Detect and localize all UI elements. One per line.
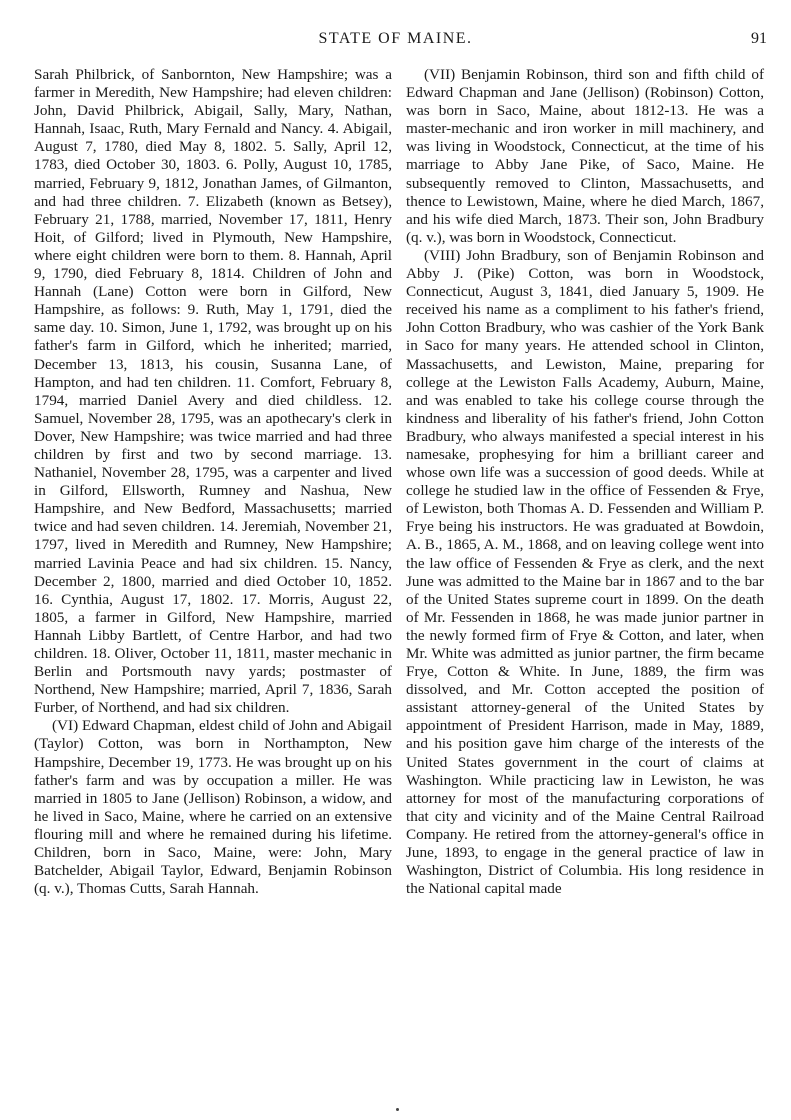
page-number: 91 bbox=[751, 30, 767, 47]
paragraph-edward-chapman: (VI) Edward Chapman, eldest child of John and Abigail (Taylor) Cotton, was born in Northampton, New Hampshire, December 19, 1773. He was brought up on his father's farm and was by occupation a miller. He was married in 1805 to Jane (Jellison) Robinson, a widow, and he lived in Saco, Maine, where he carried on an extensive flouring mill and where he remained during his lifetime. Children, born in Saco, Maine, were: John, Mary Batchelder, Abigail Taylor, Edward, Benjamin Robinson (q. v.), Thomas Cutts, Sarah Hannah. bbox=[34, 717, 392, 898]
page-header bbox=[0, 30, 791, 56]
running-title: STATE OF MAINE. bbox=[318, 30, 473, 47]
footer-dot bbox=[396, 1108, 399, 1111]
text-columns bbox=[34, 66, 764, 1106]
paragraph-continued: Sarah Philbrick, of Sanbornton, New Hampshire; was a farmer in Meredith, New Hampshire; had eleven children: John, David Philbrick, Abigail, Sally, Mary, Nathan, Hannah, Isaac, Ruth, Mary Fernald and Nancy. 4. Abigail, August 7, 1780, died May 8, 1802. 5. Sally, April 12, 1783, died October 30, 1803. 6. Polly, August 10, 1785, married, February 9, 1812, Jonathan James, of Gilmanton, and had three children. 7. Elizabeth (known as Betsey), February 21, 1788, married, November 17, 1811, Henry Hoit, of Gilford; lived in Plymouth, New Hampshire, where eight children were born to them. 8. Hannah, April 9, 1790, died February 8, 1814. Children of John and Hannah (Lane) Cotton were born in Gilford, New Hampshire, as follows: 9. Ruth, May 1, 1791, died the same day. 10. Simon, June 1, 1792, was brought up on his father's farm in Gilford, which he inherited; married, December 13, 1813, his cousin, Susanna Lane, of Hampton, and had ten children. 11. Comfort, February 8, 1794, married Daniel Avery and died childless. 12. Samuel, November 28, 1795, was an apothecary's clerk in Dover, New Hampshire; was twice married and had three children by first and two by second marriage. 13. Nathaniel, November 28, 1795, was a carpenter and lived in Gilford, Ellsworth, Rumney and Nashua, New Hampshire, and New Bedford, Massachusetts; married twice and had seven children. 14. Jeremiah, November 21, 1797, lived in Meredith and Rumney, New Hampshire; married Lavinia Peace and had six children. 15. Nancy, December 2, 1800, married and died October 10, 1852. 16. Cynthia, August 17, 1802. 17. Morris, August 22, 1805, a farmer in Gilford, New Hampshire, married Hannah Libby Bartlett, of Centre Harbor, and had two children. 18. Oliver, October 11, 1811, master mechanic in Berlin and Portsmouth navy yards; postmaster of Northend, New Hampshire; married, April 7, 1836, Sarah Furber, of Northend, and had six children. bbox=[34, 66, 392, 717]
paragraph-john-bradbury: (VIII) John Bradbury, son of Benjamin Robinson and Abby J. (Pike) Cotton, was born in Woodstock, Connecticut, August 3, 1841, died January 5, 1909. He received his name as a compliment to his father's friend, John Cotton Bradbury, who was cashier of the York Bank in Saco for many years. He attended school in Clinton, Massachusetts, and Lewiston, Maine, preparing for college at the Lewiston Falls Academy, Auburn, Maine, and was enabled to take his college course through the kindness and liberality of his father's friend, John Cotton Bradbury, who always manifested a special interest in his namesake, prophesying for him a brilliant career and whose own life was a succession of good deeds. While at college he studied law in the office of Fessenden & Frye, of Lewiston, both Thomas A. D. Fessenden and William P. Frye being his instructors. He was graduated at Bowdoin, A. B., 1865, A. M., 1868, and on leaving college went into the law office of Fessenden & Frye as clerk, and the next June was admitted to the Maine bar in 1867 and to the bar of the United States supreme court in 1899. On the death of Mr. Fessenden in 1868, he was made junior partner in the newly formed firm of Frye & Cotton, and later, when Mr. White was admitted as junior partner, the firm became Frye, Cotton & White. In June, 1889, the firm was dissolved, and Mr. Cotton accepted the position of assistant attorney-general of the United States by appointment of President Harrison, made in May, 1889, and his position gave him charge of the interests of the United States government in the court of claims at Washington. While practicing law in Lewiston, he was attorney for most of the manufacturing corporations of that city and vicinity and of the Maine Central Railroad Company. He retired from the attorney-general's office in June, 1893, to engage in the general practice of law in Washington, District of Columbia. His long residence in the National capital made bbox=[406, 246, 764, 898]
left-column bbox=[34, 66, 392, 1106]
right-column bbox=[406, 66, 764, 1106]
paragraph-benjamin-robinson: (VII) Benjamin Robinson, third son and fifth child of Edward Chapman and Jane (Jellison) (Robinson) Cotton, was born in Saco, Maine, about 1812-13. He was a master-mechanic and iron worker in mill machinery, and was living in Woodstock, Connecticut, at the time of his marriage to Abby Jane Pike, of Saco, Maine. He subsequently removed to Clinton, Massachusetts, and thence to Lewistown, Maine, where he died March, 1867, and his wife died March, 1873. Their son, John Bradbury (q. v.), was born in Woodstock, Connecticut. bbox=[406, 66, 764, 246]
